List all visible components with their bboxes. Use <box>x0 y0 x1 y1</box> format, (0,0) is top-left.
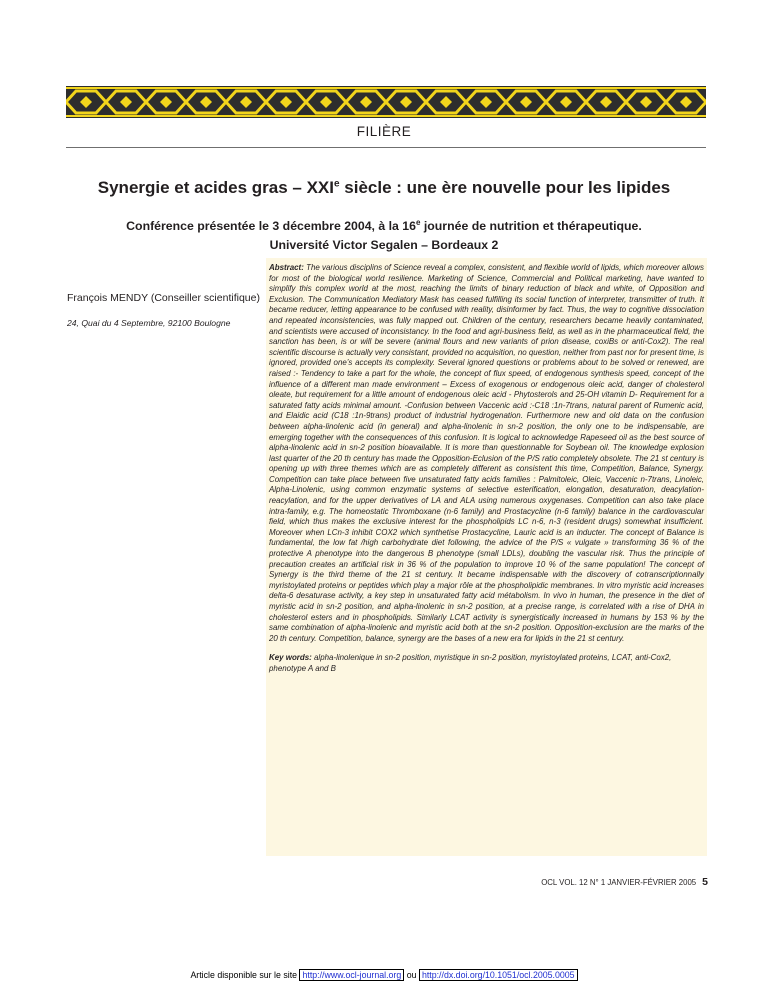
header-rule <box>66 147 706 148</box>
article-title <box>40 178 728 198</box>
title-sup: e <box>334 178 340 190</box>
doi-link[interactable]: http://dx.doi.org/10.1051/ocl.2005.0005 <box>419 969 578 981</box>
author-address: 24, Quai du 4 Septembre, 92100 Boulogne <box>67 318 231 328</box>
title-rest: siècle : une ère nouvelle pour les lipides <box>339 178 671 197</box>
page-footer <box>541 876 708 888</box>
abstract-box <box>266 258 707 856</box>
banner-edge-top <box>66 87 706 89</box>
section-rubric: FILIÈRE <box>356 124 412 139</box>
subtitle-line1-a: Conférence présentée le 3 décembre 2004, à la 16 <box>126 219 416 233</box>
page-number: 5 <box>702 876 708 888</box>
author-name: François MENDY (Conseiller scientifique) <box>67 292 260 304</box>
keywords-paragraph <box>269 653 704 674</box>
availability-middle: ou <box>404 970 419 980</box>
keywords-label: Key words: <box>269 653 312 663</box>
abstract-paragraph <box>269 263 704 644</box>
availability-note <box>0 970 768 980</box>
subtitle-line1-b: journée de nutrition et thérapeutique. <box>420 219 642 233</box>
subtitle-sup: e <box>416 217 421 227</box>
banner-edge-bottom <box>66 115 706 117</box>
journal-link[interactable]: http://www.ocl-journal.org <box>299 969 404 981</box>
decorative-banner <box>66 86 706 118</box>
abstract-text: The various disciplins of Science reveal a complex, consistent, and flexible world of lipids, which moreover allows for most of the biological world resilience. Marketing of Science, Commercial and Political marketing, have wanted to simplify this complex world at the most, reaching the limits of binary reduction of black and white, of Opposition and Exclusion. The Communication Mediatory Mask has ceased fulfilling its social function of interpreter, transmitter of truth. It became reducer, letting appearance to be confused with reality, disinformer by fact. Thus, the way to cognitive dissociation and repeated inconsistencies, was fully mapped out. Children of the century, researchers became heavily contaminated, and scientists were accused of inconsistancy. In the food and agri-business field, as well as in the pharmaceutical field, the sanction has been, is or will be severe (animal flours and new variants of prion disease, coxiBs or anti-Cox2). The real scientific discourse is actually very consistant, provided no acquisition, no question, neither from past nor for present time, is ignored, provided one’s accepts its complexity. Several ignored questions or problems about to be solved or renewed, are raised :- Tendency to take a part for the whole, the concept of flux speed, of endogenous synthesis speed, concept of the influence of a different man made environment – Excess of exogenous or endogenous oleic acid, danger of cholesterol oleate, but requirement for a little amount of endogenous oleic acid - Phytosterols and 25-OH vitamin D- Requirement for a saturated fatty acids minimal amount. -Confusion between Vaccenic acid :-C18 :1n-7trans, natural parent of Rumenic acid, and Elaidic acid (C18 :1n-9trans) product of industrial hydrogenation. Furthermore new and old data on the confusion between alpha-linolenic acid (in general) and alpha-linolenic in sn-2 position, the only one to be indispensable, are emerging together with the consequences of this confusion. It is logical to acknowledge Rapeseed oil as the best source of alpha-linolenic acid in sn-2 position bioavailable. It is more than questionnable for Soybean oil. The knowledge explosion last quarter of the 20 th century has made the Opposition-Eclusion of the P/S ratio completely obsolete. The 21 st century is opening up with three themes which are as completely different as consistent this time, Competition, Balance, Synergy. Competition can take place between five unsaturated fatty acids families : Palmitoleic, Oleic, Vaccenic n-7trans, Linoleic, Alpha-Linolenic, using common enzymatic systems of selective esterification, elongation, desaturation, deacylation-reacylation, and for the upper derivatives of LA and ALA using numerous oxygenases. Competition can also take place intra-family, e.g. The homeostatic Thromboxane (n-6 family) and Prostacycline (n-6 family) balance in the cardiovascular field, which thus makes the exclusive interest for the phospholipids LC n-6, n-3 (resident drugs) somewhat insufficient. Moreover when LCn-3 inhibit COX2 which synthetise Prostacycline, Lauric acid is an inducter. The concept of Balance is fundamental, the low fat /high carbohydrate diet following, the advice of the P/S « vulgate » transforming 36 % of the protective A phenotype into the dangerous B phenotype (small LDLs), doubling the vascular risk. Thus the principle of precaution creates an artificial risk in 36 % of the population to improve 10 % of the same population! The concept of Synergy is the third theme of the 21 st century. It became indispensable with the discovery of cotranscriptionnally myristoylated proteins or peptides which play a major rôle at the phospholipidic membranes. In vitro myristic acid increases delta-6 desaturase activity, a key step in unsaturated fatty acid métabolism. In vivo in human, the presence in the diet of myristic acid in sn-2 position, and alpha-linolenic in sn-2 position, at a precise range, is correlated with a rise of DHA in cholesterol esters and in phospholipids. Similarly LCAT activity is synergistically increased in humans by 153 % by the same combination of alpha-linolenic and myristic acid both at the sn-2 position. Opposition-exclusion are the marks of the 20 th century. Competition, balance, synergy are the bases of a new era for lipids in the 21 st century. <box>269 263 705 643</box>
abstract-label: Abstract: <box>269 263 304 272</box>
journal-reference: OCL VOL. 12 N° 1 JANVIER-FÉVRIER 2005 <box>541 878 697 887</box>
keywords-text: alpha-linolenique in sn-2 position, myristique in sn-2 position, myristoylated proteins, LCAT, anti-Cox2, phenotype A and B <box>269 653 672 673</box>
subtitle-line2: Université Victor Segalen – Bordeaux 2 <box>269 238 499 252</box>
availability-prefix: Article disponible sur le site <box>190 970 300 980</box>
article-subtitle <box>40 217 728 255</box>
title-main: Synergie et acides gras – XXI <box>97 178 334 197</box>
